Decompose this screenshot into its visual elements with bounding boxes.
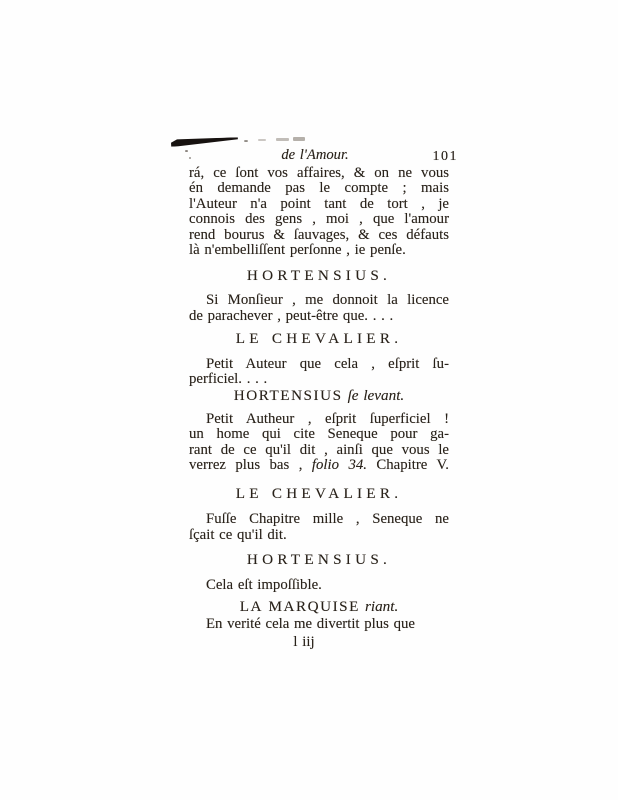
speaker-name: HORTENSIUS.	[246, 551, 392, 569]
dialogue-paragraph	[189, 617, 449, 632]
speaker-name: LA MARQUISE	[239, 597, 360, 615]
ink-speck	[244, 140, 248, 142]
text-segment: verrez plus bas ,	[189, 457, 312, 474]
speaker-heading-chevalier	[189, 331, 449, 346]
page-number: 101	[432, 149, 458, 164]
dialogue-paragraph	[189, 166, 449, 259]
speaker-heading-chevalier	[189, 486, 449, 501]
text-line: Fuſſe Chapitre mille , Seneque ne	[206, 511, 449, 528]
stage-direction: riant.	[364, 597, 399, 615]
running-title: de l'Amour.	[281, 147, 349, 163]
text-line	[189, 458, 449, 473]
text-line: rend bourus & ſauvages, & ces défauts	[189, 226, 449, 243]
speaker-name: LE CHEVALIER.	[235, 484, 403, 502]
dialogue-paragraph	[189, 293, 449, 324]
text-line: l'Auteur n'a point tant de tort , je	[189, 195, 449, 212]
text-line: Cela eſt impoſſible.	[206, 576, 322, 593]
dialogue-paragraph	[189, 412, 449, 474]
text-line: Petit Auteur que cela , eſprit ſu-	[206, 355, 449, 372]
dialogue-paragraph	[189, 512, 449, 543]
speaker-name: HORTENSIUS.	[246, 266, 392, 284]
text-line: connois des gens , moi , que l'amour	[189, 211, 449, 228]
speaker-heading-hortensius	[189, 388, 449, 403]
speaker-name: LE CHEVALIER.	[235, 330, 403, 348]
text-line: rá, ce ſont vos affaires, & on ne vous	[189, 165, 449, 181]
text-column	[189, 147, 458, 650]
text-line: én demande pas le compte ; mais	[189, 180, 449, 197]
text-segment: Chapitre V.	[366, 457, 450, 474]
speaker-name: HORTENSIUS	[233, 387, 343, 405]
text-line: perficiel. . . .	[189, 370, 268, 387]
ink-dash	[258, 139, 266, 141]
dialogue-paragraph	[189, 578, 449, 593]
ink-dash	[276, 138, 289, 141]
speaker-heading-hortensius	[189, 268, 449, 283]
speaker-heading-marquise	[189, 599, 449, 614]
ink-dash	[293, 137, 305, 141]
folio-reference: folio 34.	[311, 457, 367, 474]
text-line: rant de ce qu'il dit , ainſi que vous le	[189, 441, 449, 458]
speaker-heading-hortensius	[189, 552, 449, 567]
text-line: ſçait ce qu'il dit.	[189, 526, 287, 543]
ink-smudge	[171, 137, 238, 146]
text-line: un home qui cite Seneque pour ga-	[189, 426, 449, 443]
text-line: là n'embelliſſent perſonne , ie penſe.	[189, 242, 406, 259]
dialogue-paragraph	[189, 357, 449, 388]
text-line: En verité cela me divertit plus que	[206, 616, 415, 633]
page-header	[189, 147, 458, 164]
text-line: Si Monſieur , me donnoit la licence	[206, 292, 449, 309]
stage-direction: ſe levant.	[347, 387, 405, 405]
text-line: de parachever , peut-être que. . . .	[189, 307, 394, 324]
signature-mark: l iij	[293, 633, 315, 650]
text-line: Petit Autheur , eſprit ſuperficiel !	[206, 410, 449, 427]
